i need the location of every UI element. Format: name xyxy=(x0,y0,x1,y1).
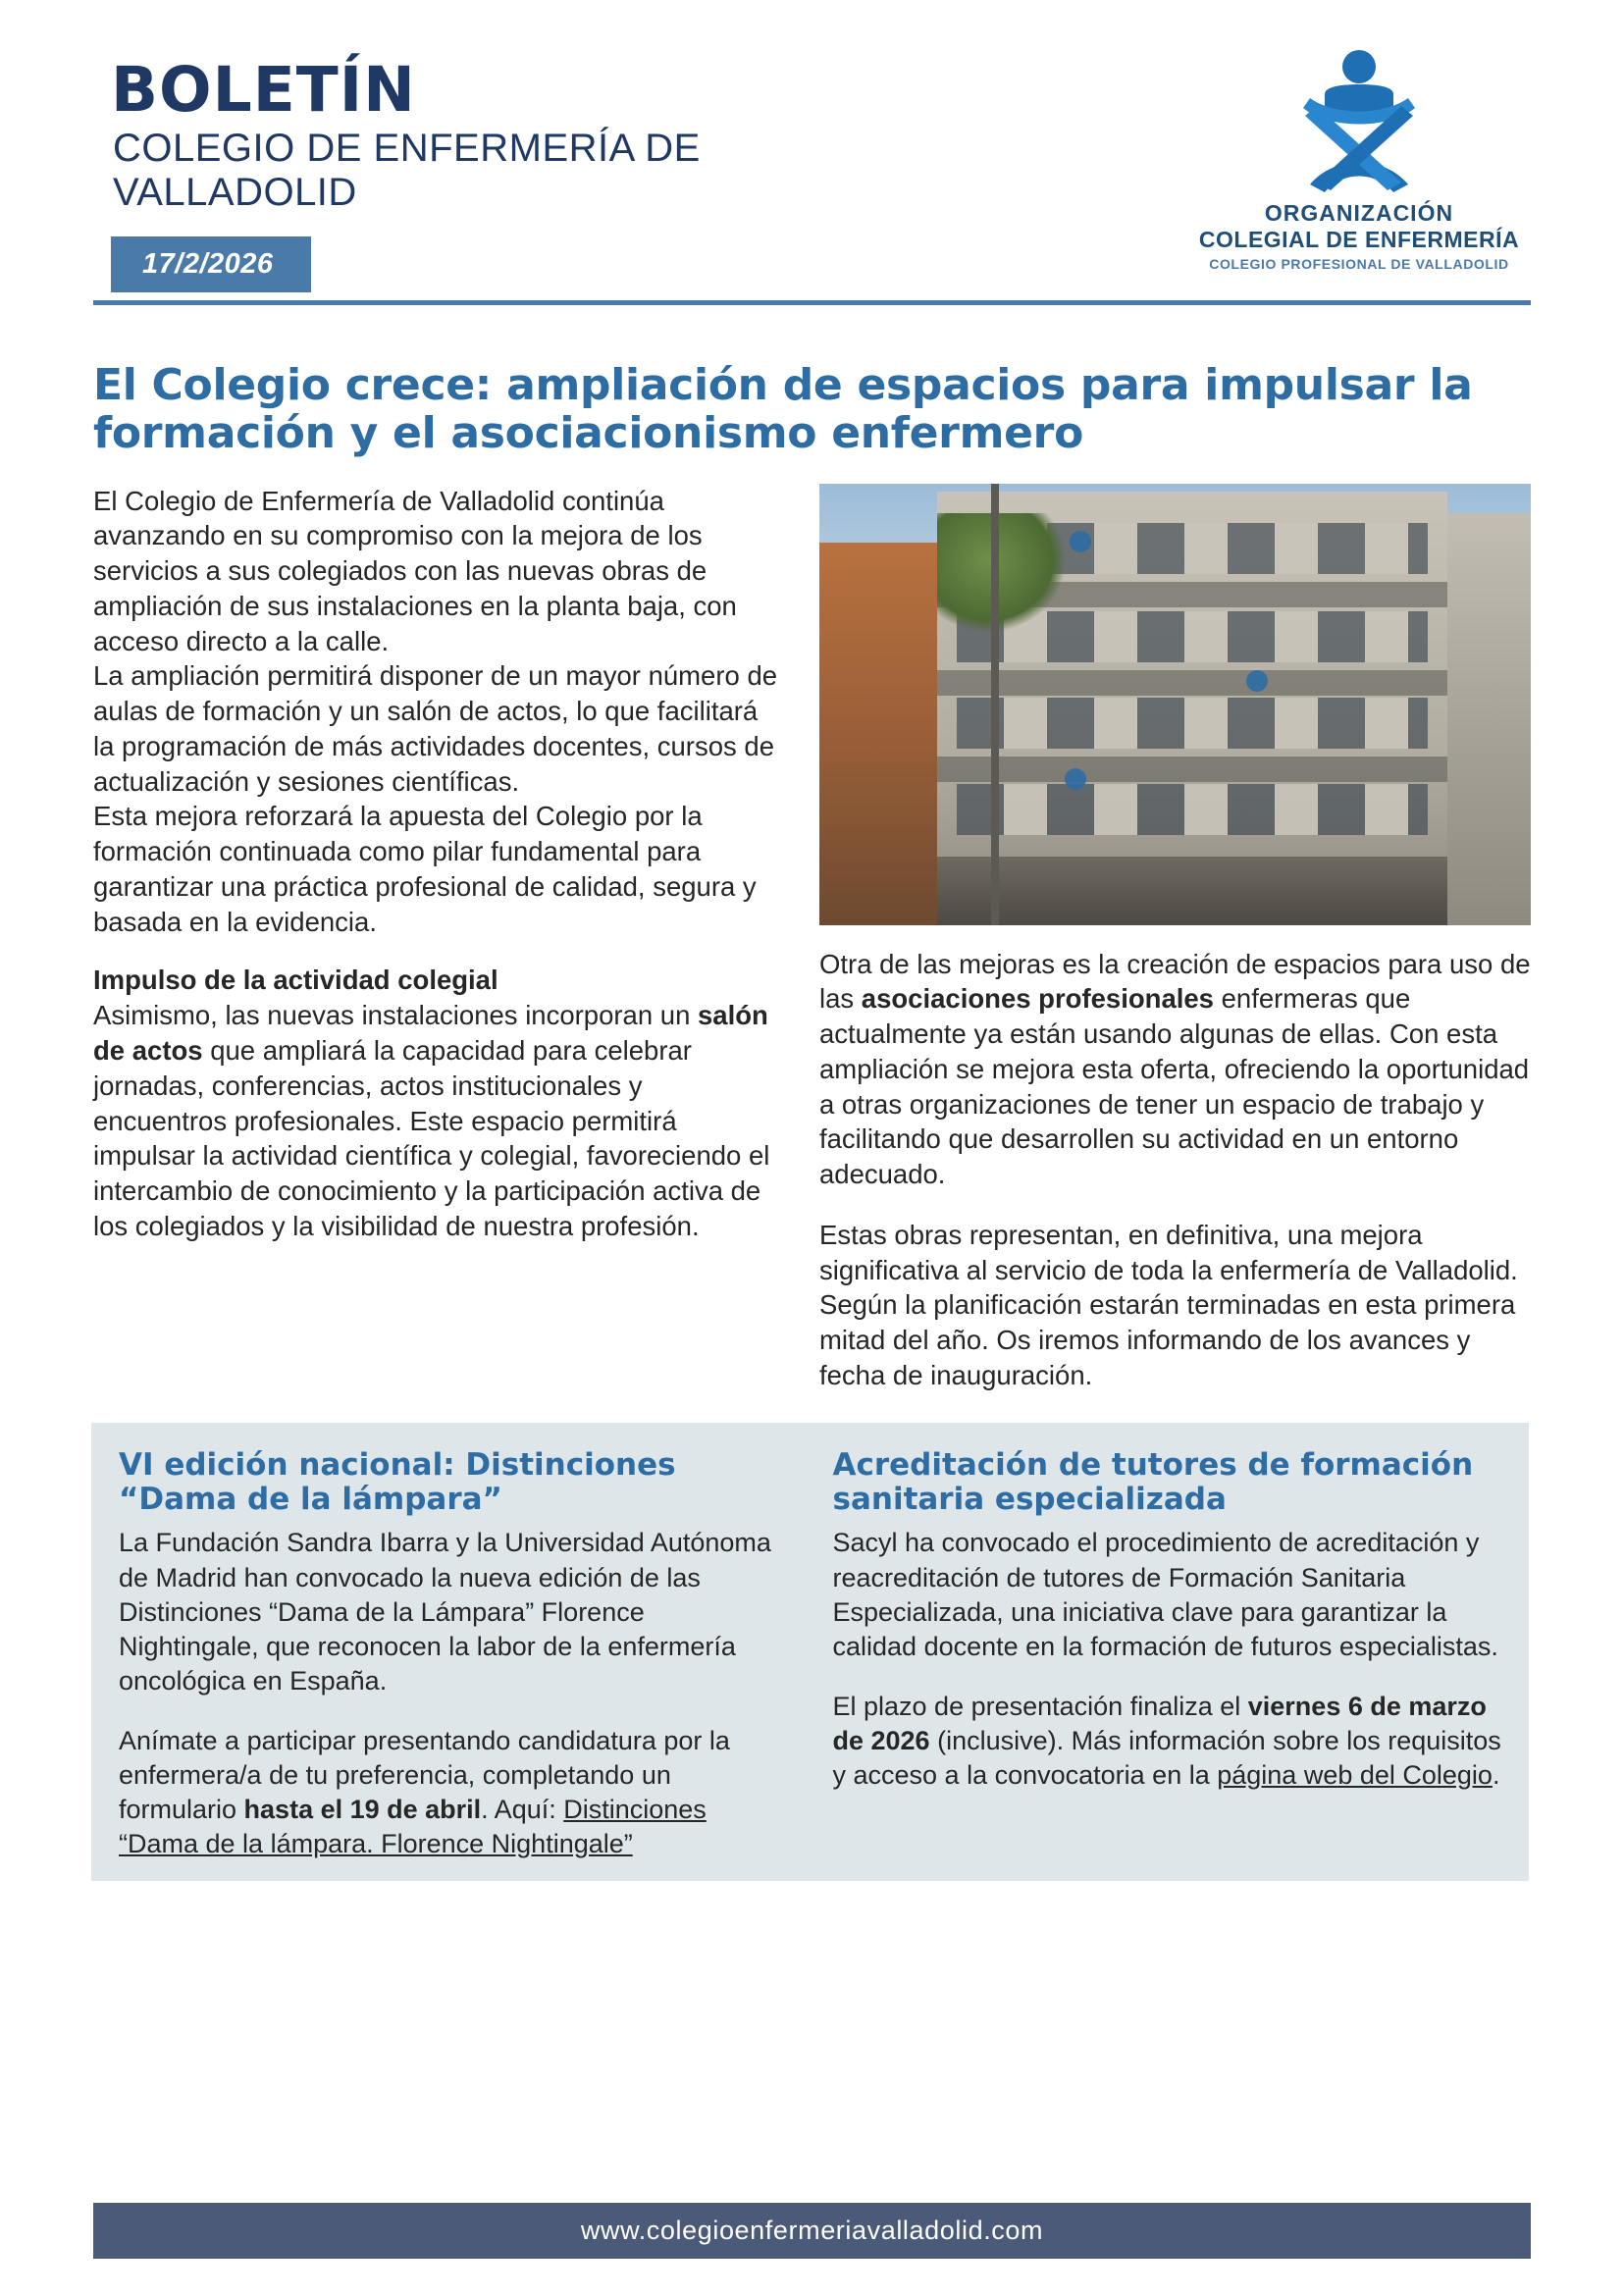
photo-spacer xyxy=(819,925,1531,947)
photo-window-row xyxy=(957,784,1428,835)
panel-right-p2-part-b: (inclusive). Más información sobre los requisitos y acceso a la convocatoria en la xyxy=(832,1725,1501,1790)
panel-right-p2-bold: viernes 6 de marzo de 2026 xyxy=(832,1691,1487,1755)
page-title: BOLETÍN xyxy=(111,54,416,126)
panel-column-right xyxy=(833,1448,1502,1862)
photo-utility-pole xyxy=(991,484,999,925)
logo-line-2: COLEGIAL DE ENFERMERÍA xyxy=(1198,227,1520,252)
photo-facade-logo-icon xyxy=(1070,531,1091,552)
photo-facade-logo-icon xyxy=(1246,670,1268,692)
paragraph-spacer xyxy=(833,1664,1502,1690)
article-paragraph-5 xyxy=(819,947,1531,1192)
paragraph-spacer xyxy=(93,939,780,965)
article-paragraph-2: La ampliación permitirá disponer de un mayor número de aulas de formación y un salón de actos, lo que facilitará la programación de más actividades docentes, cursos de actualización y sesiones científicas. xyxy=(93,660,778,797)
panel-left-paragraph-2 xyxy=(119,1724,788,1861)
dama-lampara-link[interactable]: Distinciones “Dama de la lámpara. Florence Nightingale” xyxy=(119,1795,707,1859)
panel-column-left xyxy=(119,1448,788,1862)
colegio-website-link[interactable]: página web del Colegio xyxy=(1217,1760,1493,1790)
article-column-right xyxy=(819,484,1531,1393)
building-photo xyxy=(819,484,1531,925)
article-paragraph-1: El Colegio de Enfermería de Valladolid continúa avanzando en su compromiso con la mejora de los servicios a sus colegiados con las nuevas obras de ampliación de sus instalaciones en la planta baja, con acceso directo a la calle. xyxy=(93,485,737,656)
paragraph-5-part-a: Otra de las mejoras es la creación de espacios para uso de las xyxy=(819,948,1531,1015)
photo-vegetation xyxy=(937,513,1065,631)
logo-line-3: COLEGIO PROFESIONAL DE VALLADOLID xyxy=(1209,256,1509,272)
article-paragraph-3: Esta mejora reforzará la apuesta del Colegio por la formación continuada como pilar fundamental para garantizar una práctica profesional de calidad, segura y basada en la evidencia. xyxy=(93,801,757,937)
date-badge: 17/2/2026 xyxy=(111,236,311,292)
panel-left-title: VI edición nacional: Distinciones “Dama de la lámpara” xyxy=(119,1446,676,1518)
page-header xyxy=(93,0,1531,324)
panel-left-p2-part-a: Anímate a participar presentando candidatura por la enfermera/a de tu preferencia, completando un formulario xyxy=(119,1725,730,1825)
article-body xyxy=(93,484,1531,1393)
page-subtitle: COLEGIO DE ENFERMERÍA DE VALLADOLID xyxy=(113,127,701,214)
article-column-left xyxy=(93,484,780,1393)
panel-right-paragraph-1: Sacyl ha convocado el procedimiento de acreditación y reacreditación de tutores de Formación Sanitaria Especializada, una iniciativa clave para garantizar la calidad docente en la formación de futuros especialistas. xyxy=(832,1528,1498,1661)
photo-facade-logo-icon xyxy=(1065,768,1086,790)
article-subheading: Impulso de la actividad colegial xyxy=(93,965,498,996)
paragraph-4-bold: salón de actos xyxy=(93,1000,768,1067)
panel-left-p2-part-b: . Aquí: xyxy=(481,1795,564,1825)
paragraph-spacer xyxy=(819,1192,1531,1218)
secondary-news-panel xyxy=(91,1423,1529,1882)
photo-facade-band xyxy=(937,757,1447,782)
footer-url[interactable]: www.colegioenfermeriavalladolid.com xyxy=(93,2203,1531,2259)
article-paragraph-4 xyxy=(93,998,780,1243)
panel-right-p2-part-c: . xyxy=(1492,1760,1500,1790)
panel-right-paragraph-2 xyxy=(833,1690,1502,1793)
header-divider xyxy=(93,300,1531,305)
paragraph-spacer xyxy=(119,1698,788,1724)
logo-line-1: ORGANIZACIÓN xyxy=(1264,200,1454,226)
paragraph-5-bold: asociaciones profesionales xyxy=(861,983,1214,1015)
paragraph-5-part-c: enfermeras que actualmente ya están usando algunas de ellas. Con esta ampliación se mejora esta oferta, ofreciendo la oportunidad a otras organizaciones de tener un espacio de trabajo y facilitando que desarrollen su actividad en un entorno adecuado. xyxy=(819,983,1530,1190)
photo-left-building xyxy=(819,543,947,925)
photo-window-row xyxy=(957,698,1428,749)
organization-logo xyxy=(1187,47,1531,272)
panel-right-p2-part-a: El plazo de presentación finaliza el xyxy=(832,1691,1248,1721)
panel-left-p2-bold: hasta el 19 de abril xyxy=(243,1795,482,1825)
photo-right-building xyxy=(1438,513,1531,925)
article-headline: El Colegio crece: ampliación de espacios para impulsar la formación y el asociacionismo enfermero xyxy=(93,360,1473,459)
photo-street-level xyxy=(937,857,1447,925)
panel-left-paragraph-1: La Fundación Sandra Ibarra y la Universidad Autónoma de Madrid han convocado la nueva edición de las Distinciones “Dama de la Lámpara” Florence Nightingale, que reconocen la labor de la enfermería oncológica en España. xyxy=(119,1528,771,1696)
article-paragraph-6: Estas obras representan, en definitiva, una mejora significativa al servicio de toda la enfermería de Valladolid. Según la planificación estarán terminadas en esta primera mitad del año. Os iremos informando de los avances y fecha de inauguración. xyxy=(819,1219,1518,1390)
photo-facade-band xyxy=(937,670,1447,696)
panel-columns xyxy=(119,1448,1501,1862)
panel-right-title: Acreditación de tutores de formación sanitaria especializada xyxy=(832,1446,1474,1518)
paragraph-4-part-a: Asimismo, las nuevas instalaciones incorporan un xyxy=(93,1000,698,1031)
nursing-emblem-icon xyxy=(1266,47,1452,194)
paragraph-4-part-c: que ampliará la capacidad para celebrar jornadas, conferencias, actos institucionales y encuentros profesionales. Este espacio permitirá impulsar la actividad científica y colegial, favoreciendo el intercambio de conocimiento y la participación activa de los colegiados y la visibilidad de nuestra profesión. xyxy=(93,1035,770,1241)
